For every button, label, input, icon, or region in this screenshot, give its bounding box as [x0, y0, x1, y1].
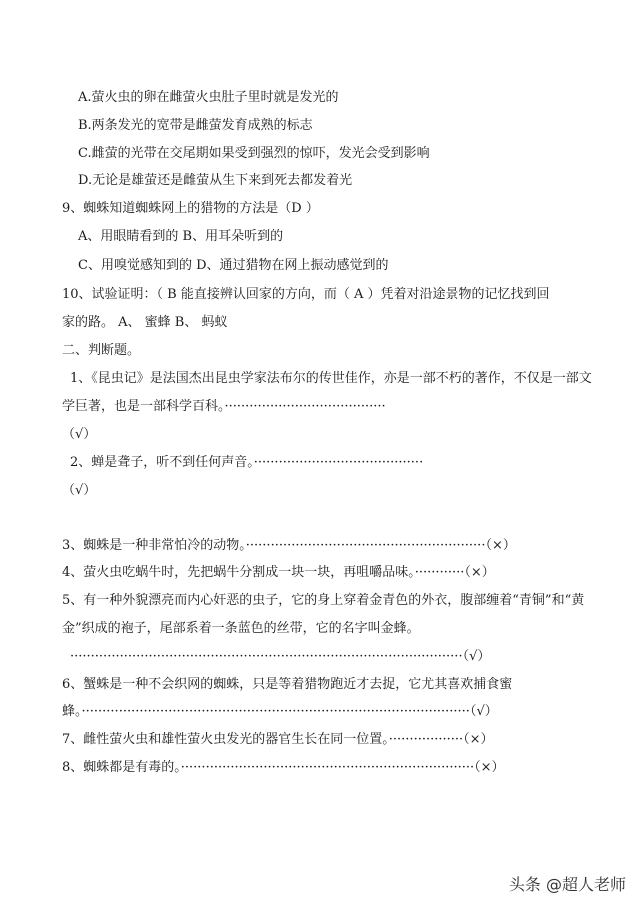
- section-heading-true-false: 二、判断题。: [62, 343, 141, 358]
- question-9: 9、蜘蛛知道蜘蛛网上的猎物的方法是（D ）: [62, 201, 319, 216]
- judgement-2: 2、蝉是聋子，听不到任何声音。·········································: [70, 455, 424, 470]
- option-a-firefly-eggs: A.萤火虫的卵在雌萤火虫肚子里时就是发光的: [78, 90, 339, 105]
- option-d-always-glowing: D.无论是雄萤还是雌萤从生下来到死去都发着光: [78, 173, 353, 188]
- judgement-6-line-2: 蜂。······························································································（√）: [62, 704, 498, 719]
- judgement-5-line-2: 金”织成的袍子，尾部系着一条蓝色的丝带，它的名字叫金蜂。: [62, 621, 420, 636]
- question-9-options-ab: A、用眼睛看到的 B、用耳朵听到的: [78, 229, 284, 244]
- option-c-mating-period: C.雌萤的光带在交尾期如果受到强烈的惊吓，发光会受到影响: [78, 146, 430, 161]
- judgement-2-answer: （√）: [62, 483, 97, 498]
- judgement-7: 7、雌性萤火虫和雄性萤火虫发光的器官生长在同一位置。··················（×）: [62, 732, 494, 747]
- judgement-8: 8、蜘蛛都是有毒的。·······································································（×）: [62, 760, 505, 775]
- judgement-6-line-1: 6、蟹蛛是一种不会织网的蜘蛛，只是等着猎物跑近才去捉，它尤其喜欢捕食蜜: [62, 677, 513, 692]
- judgement-4: 4、萤火虫吃蜗牛时，先把蜗牛分割成一块一块，再咀嚼品味。············（×）: [62, 565, 495, 580]
- judgement-1-line-1: 1、《昆虫记》是法国杰出昆虫学家法布尔的传世佳作，亦是一部不朽的著作，不仅是一部文: [70, 371, 592, 386]
- judgement-1-answer: （√）: [62, 427, 97, 442]
- question-10-line-1: 10、试验证明：（ B 能直接辨认回家的方向，而（ A ）凭着对沿途景物的记忆找到回: [62, 287, 550, 302]
- judgement-1-line-2: 学巨著，也是一部科学百科。·······································: [62, 399, 386, 414]
- judgement-5-line-1: 5、有一种外貌漂亮而内心奸恶的虫子，它的身上穿着金青色的外衣，腹部缠着“青铜”和“黄: [62, 593, 585, 608]
- question-9-options-cd: C、用嗅觉感知到的 D、通过猎物在网上振动感觉到的: [78, 258, 389, 273]
- source-watermark: 头条 @超人老师: [508, 875, 626, 894]
- option-b-light-bands: B.两条发光的宽带是雌萤发育成熟的标志: [78, 118, 313, 133]
- judgement-5-answer: ·······························································································（√）: [70, 649, 491, 664]
- judgement-3: 3、蜘蛛是一种非常怕冷的动物。··························································（×）: [62, 538, 516, 553]
- question-10-line-2: 家的路。 A、 蜜蜂 B、 蚂蚁: [62, 315, 228, 330]
